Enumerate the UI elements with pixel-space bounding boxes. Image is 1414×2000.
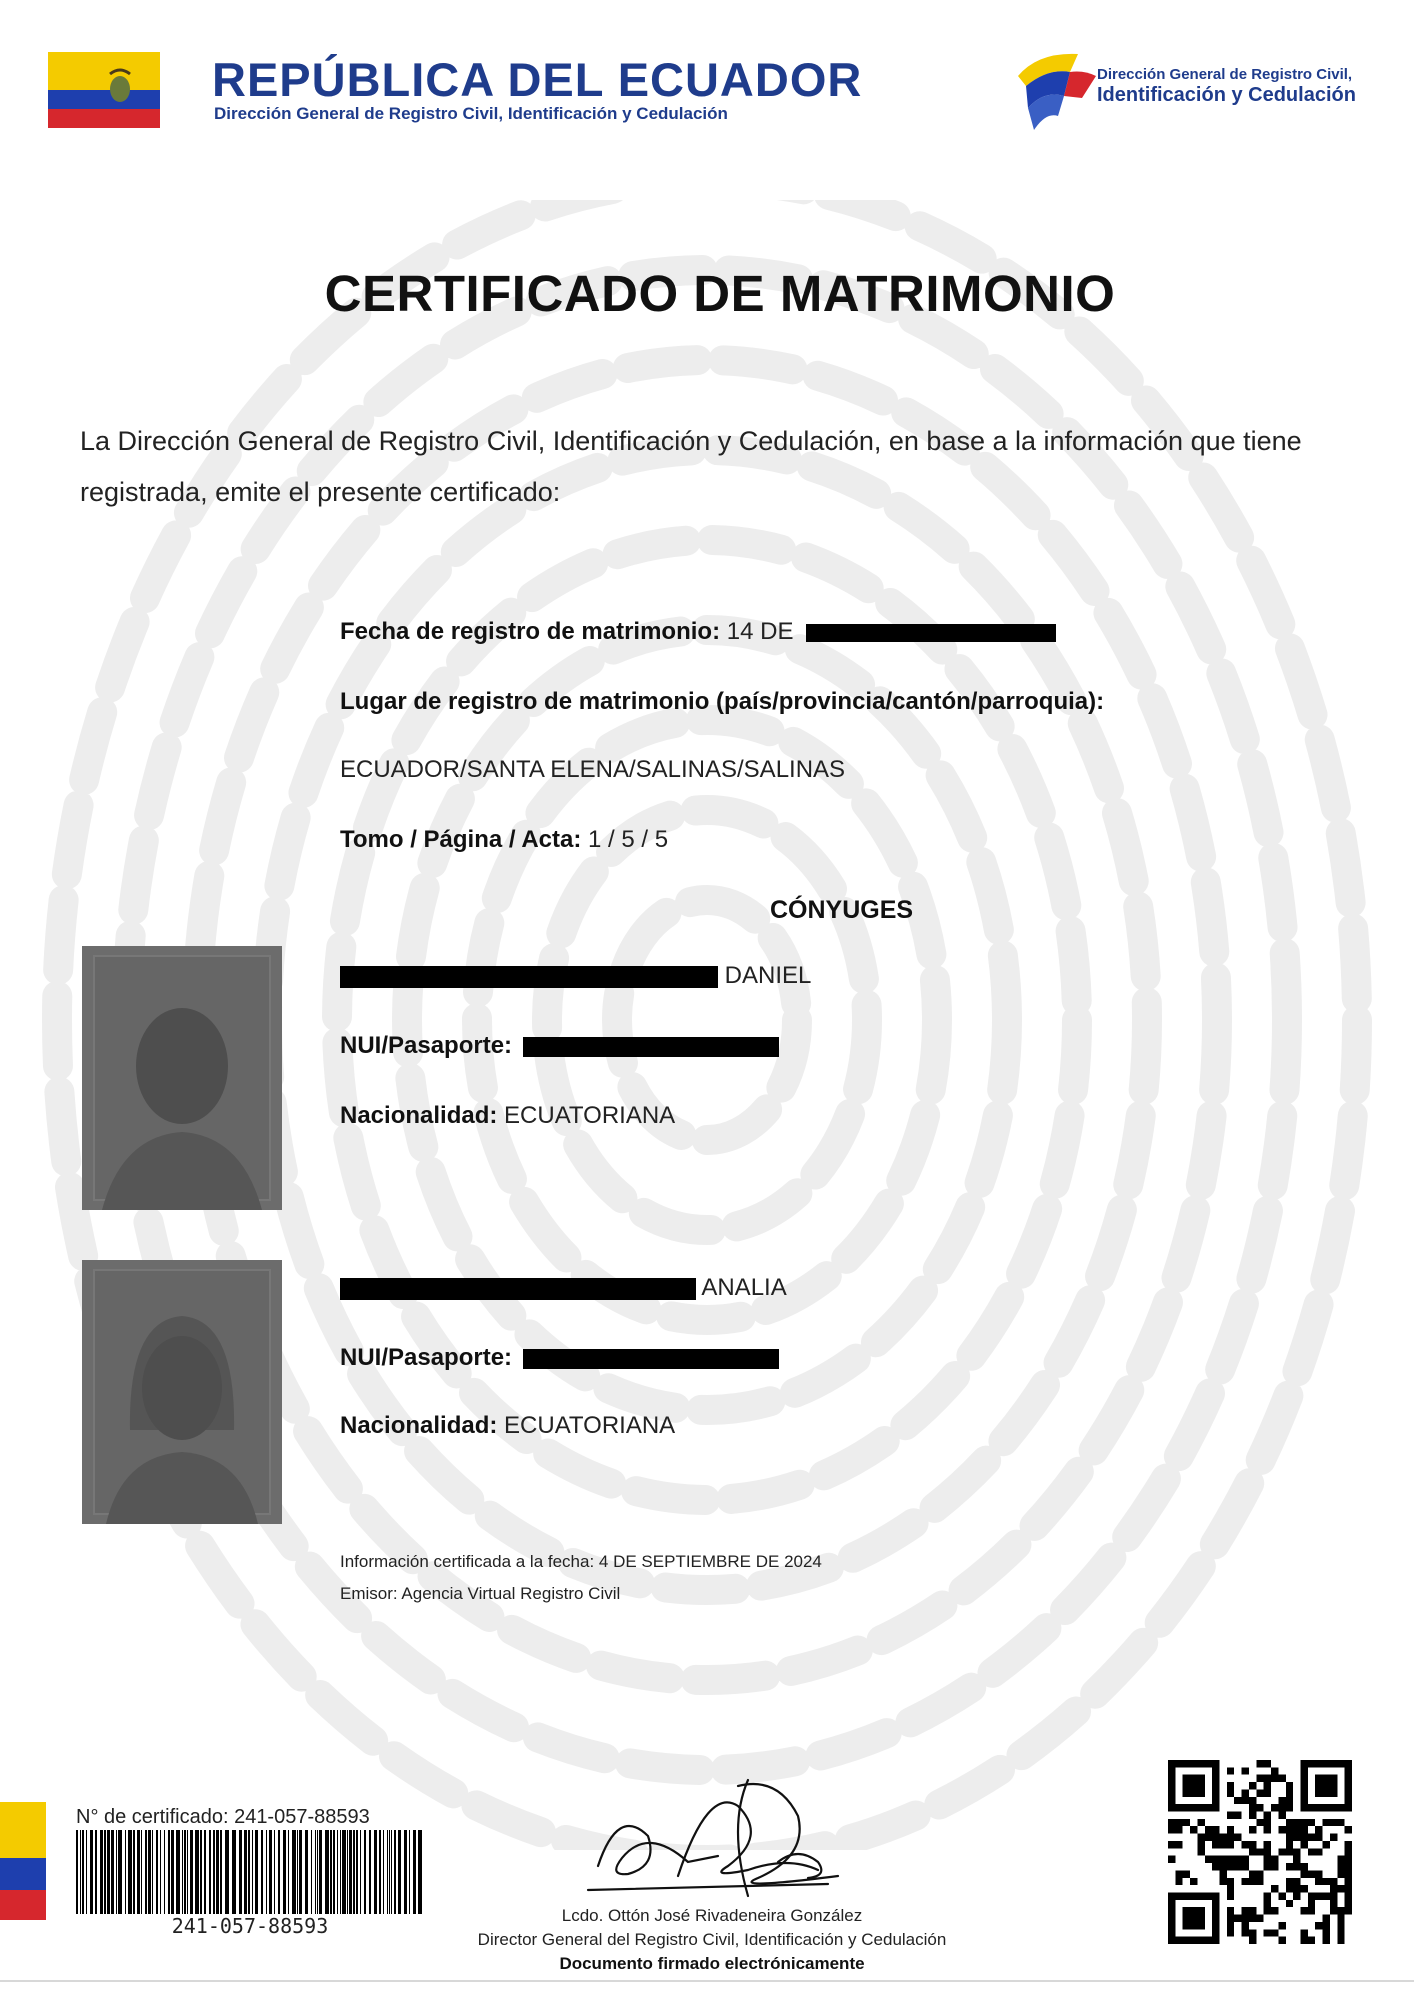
registration-place-label: Lugar de registro de matrimonio (país/provincia/cantón/parroquia):	[340, 688, 1105, 715]
spouse-2-photo	[82, 1260, 282, 1524]
tricolor-stripe-icon	[0, 1802, 46, 1920]
ecuador-flag-icon	[48, 52, 160, 128]
spouse-1-photo	[82, 946, 282, 1210]
signatory-role: Director General del Registro Civil, Identificación y Cedulación	[477, 1930, 947, 1949]
qr-code-icon[interactable]	[1168, 1760, 1352, 1944]
registration-date-label: Fecha de registro de matrimonio:	[340, 618, 721, 645]
spouse-1-nationality-row	[340, 1102, 675, 1130]
republic-subtitle: Dirección General de Registro Civil, Identificación y Cedulación	[214, 104, 728, 123]
document-title: CERTIFICADO DE MATRIMONIO	[324, 265, 1116, 322]
person-silhouette-icon	[82, 946, 282, 1210]
redaction-bar	[806, 624, 1056, 642]
spouse-2-id-label: NUI/Pasaporte:	[340, 1344, 513, 1371]
registration-place-label-row	[340, 688, 1104, 716]
registro-civil-logo-icon	[1008, 46, 1102, 132]
spouse-1-nationality: ECUATORIANA	[504, 1102, 676, 1129]
spouse-1-id-row	[340, 1032, 779, 1060]
certified-date: Información certificada a la fecha: 4 DE SEPTIEMBRE DE 2024	[340, 1552, 822, 1571]
spouse-1-id-label: NUI/Pasaporte:	[340, 1032, 513, 1059]
signatory-name: Lcdo. Ottón José Rivadeneira González	[561, 1906, 863, 1925]
spouse-1-nationality-label: Nacionalidad:	[340, 1102, 498, 1129]
redaction-bar	[340, 966, 718, 988]
tomo-label: Tomo / Página / Acta:	[340, 826, 582, 853]
spouse-2-name: ANALIA	[701, 1274, 787, 1301]
signature-icon	[578, 1766, 868, 1916]
person-silhouette-icon	[82, 1260, 282, 1524]
certificate-number: N° de certificado: 241-057-88593	[76, 1806, 370, 1828]
intro-paragraph: La Dirección General de Registro Civil, Identificación y Cedulación, en base a la información que tiene registrada, emite el presente certificado:	[80, 426, 1302, 507]
republic-title: REPÚBLICA DEL ECUADOR	[212, 53, 863, 106]
bottom-divider	[0, 1980, 1414, 1982]
spouse-1-name-row	[340, 962, 811, 990]
right-logo-line1: Dirección General de Registro Civil,	[1097, 66, 1353, 83]
redaction-bar	[340, 1278, 696, 1300]
spouses-heading: CÓNYUGES	[770, 896, 914, 924]
spouse-2-nationality-label: Nacionalidad:	[340, 1412, 498, 1439]
tomo-value: 1 / 5 / 5	[588, 826, 669, 853]
registration-date-row	[340, 618, 1056, 646]
tomo-row	[340, 826, 668, 854]
redaction-bar	[523, 1037, 779, 1057]
right-logo-line2: Identificación y Cedulación	[1097, 84, 1356, 106]
registration-place-value: ECUADOR/SANTA ELENA/SALINAS/SALINAS	[340, 756, 846, 783]
barcode-icon	[76, 1830, 424, 1914]
issuer: Emisor: Agencia Virtual Registro Civil	[340, 1584, 621, 1603]
electronic-signature-note: Documento firmado electrónicamente	[559, 1954, 865, 1973]
spouse-2-nationality-row	[340, 1412, 675, 1440]
registration-date-value: 14 DE	[726, 618, 794, 645]
spouse-2-id-row	[340, 1344, 779, 1372]
spouse-2-nationality: ECUATORIANA	[504, 1412, 676, 1439]
spouse-2-name-row	[340, 1274, 787, 1302]
barcode-text: 241-057-88593	[171, 1914, 329, 1938]
redaction-bar	[523, 1349, 779, 1369]
spouse-1-name: DANIEL	[724, 962, 812, 989]
